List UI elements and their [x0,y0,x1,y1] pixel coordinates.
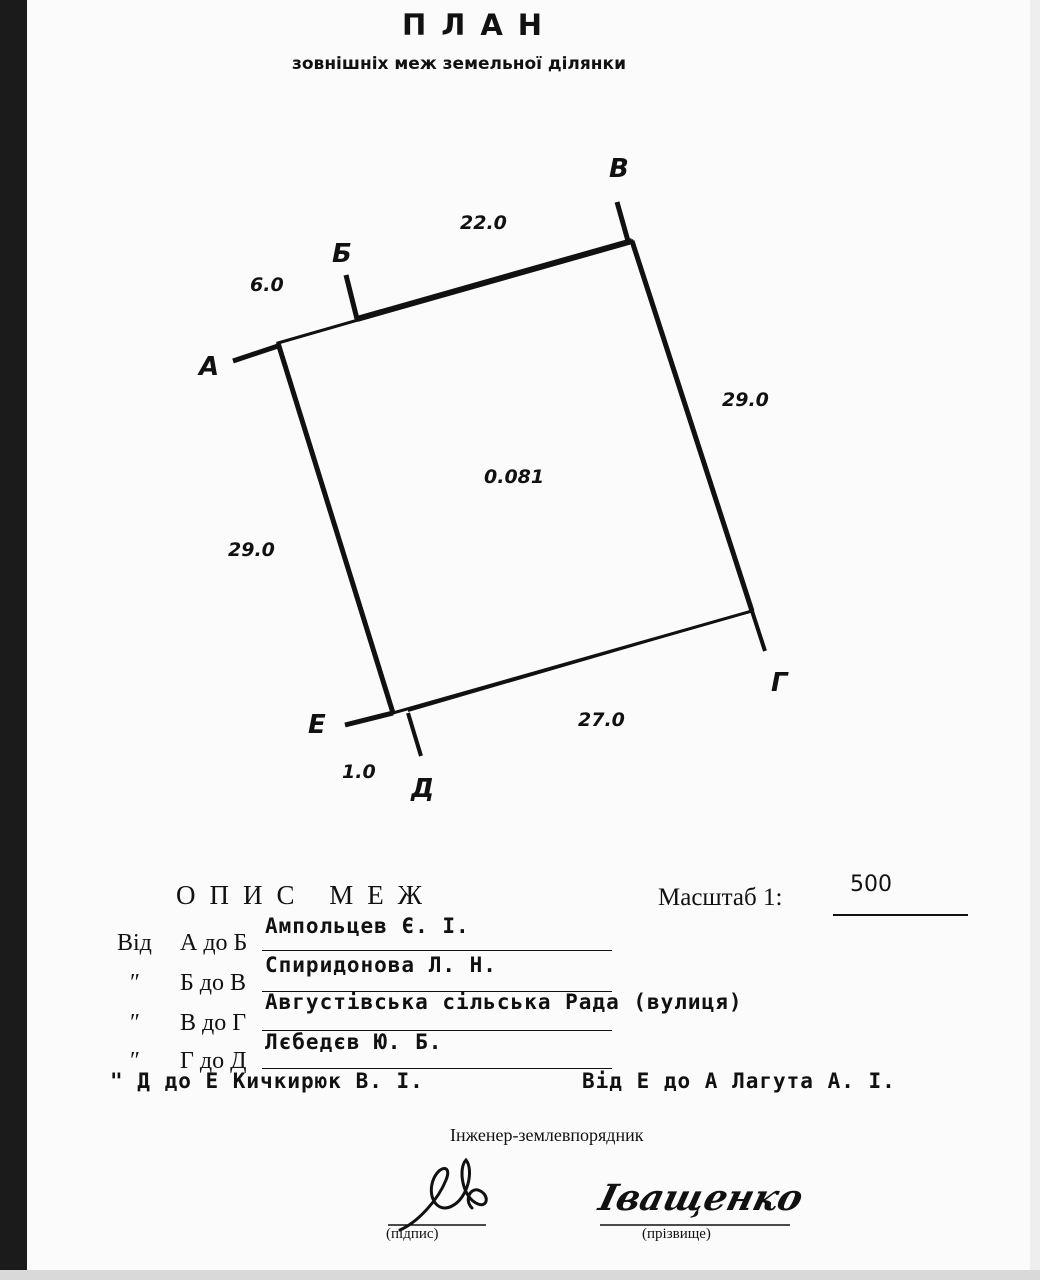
signature-caption: (підпис) [386,1226,439,1242]
corner-v-label: В [609,154,629,184]
corner-e-label: Е [308,710,326,740]
length-e-a: 29.0 [228,539,275,561]
row-4-owner: Лєбедєв Ю. Б. [265,1030,443,1054]
row-3-prefix: ″ [130,1010,140,1036]
row-2-from-to: Б до В [180,970,246,996]
row-1-from-to: А до Б [180,930,248,956]
row-6-typed: Від Е до А Лагута А. І. [582,1069,896,1093]
scale-value: 500 [850,872,892,897]
corner-d-label: Д [411,774,435,804]
row-3-from-to: В до Г [180,1010,247,1036]
row-2-prefix: ″ [130,970,140,996]
length-g-d: 27.0 [578,709,625,731]
corner-b-label: Б [332,239,352,269]
handwritten-signature [400,1160,486,1230]
length-d-e: 1.0 [342,761,376,783]
row-4-from-to: Г до Д [180,1048,247,1074]
surname-caption: (прізвище) [642,1226,711,1242]
row-3-owner: Августівська сільська Рада (вулиця) [265,990,743,1014]
row-1-prefix: Від [117,930,152,956]
scale-label: Масштаб 1: [658,884,783,911]
engineer-surname: Іващенко [594,1177,808,1219]
row-1-owner: Ампольцев Є. І. [265,914,470,938]
plot-area: 0.081 [484,466,545,488]
row-2-owner: Спиридонова Л. Н. [265,953,497,977]
corner-a-label: А [199,352,220,382]
engineer-title: Інженер-землевпорядник [450,1125,644,1145]
boundary-description-heading: ОПИС МЕЖ [176,880,436,910]
row-5-typed: " Д до Е Кичкирюк В. І. [110,1069,424,1093]
document-title: ПЛАН [402,8,558,42]
length-b-v: 22.0 [460,212,507,234]
document-subtitle: зовнішніх меж земельної ділянки [292,54,626,74]
corner-g-label: Г [771,668,788,698]
row-4-prefix: ″ [130,1048,140,1074]
length-a-b: 6.0 [250,274,284,296]
length-v-g: 29.0 [722,389,769,411]
